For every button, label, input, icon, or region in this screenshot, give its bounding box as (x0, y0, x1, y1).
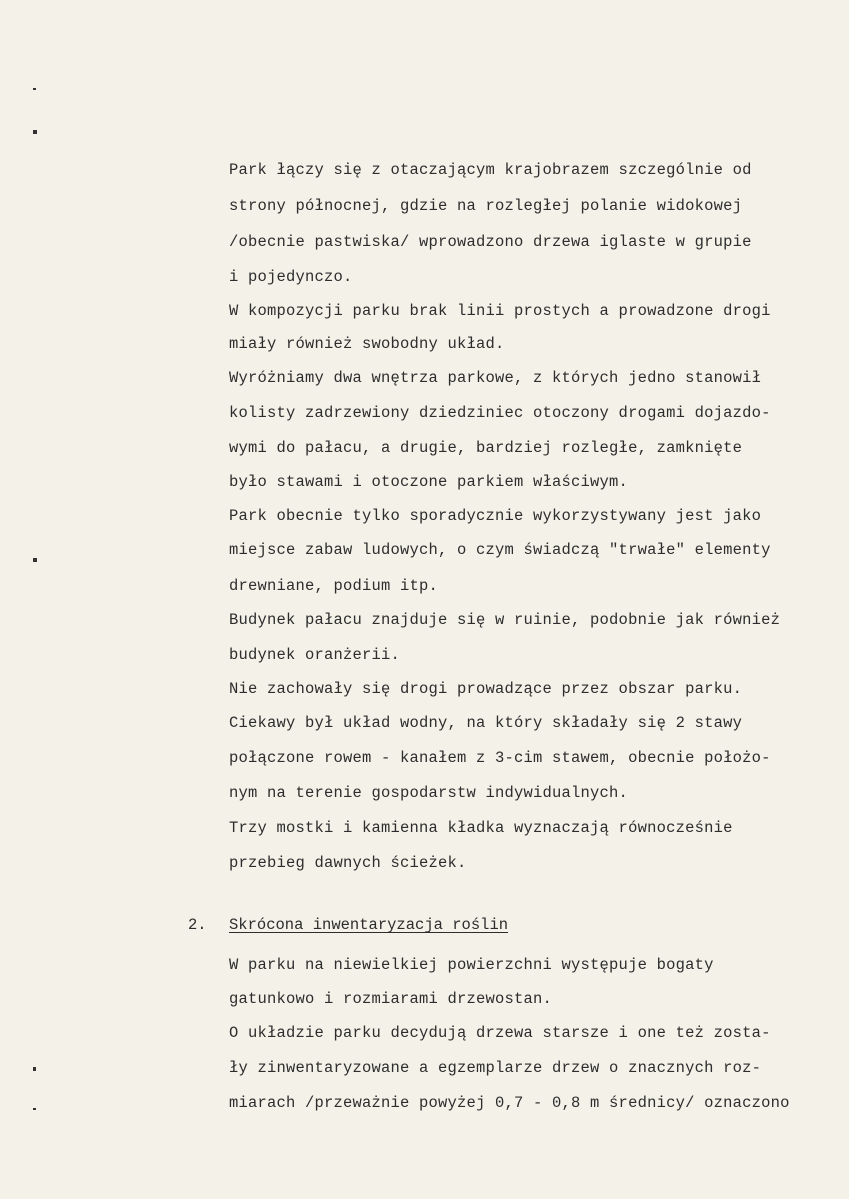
text-line: drewniane, podium itp. (229, 577, 439, 595)
text-line: nym na terenie gospodarstw indywidualnych. (229, 784, 629, 802)
margin-mark (33, 130, 37, 134)
text-line: Ciekawy był układ wodny, na który składały się 2 stawy (229, 714, 743, 732)
text-line: kolisty zadrzewiony dziedziniec otoczony drogami dojazdo- (229, 404, 771, 422)
text-line: W parku na niewielkiej powierzchni występuje bogaty (229, 956, 714, 974)
text-line: Park łączy się z otaczającym krajobrazem szczególnie od (229, 161, 752, 179)
text-line: gatunkowo i rozmiarami drzewostan. (229, 990, 553, 1008)
section-number: 2. (188, 916, 207, 934)
text-line: Trzy mostki i kamienna kładka wyznaczają równocześnie (229, 819, 733, 837)
text-line: miejsce zabaw ludowych, o czym świadczą "trwałe" elementy (229, 541, 771, 559)
text-line: wymi do pałacu, a drugie, bardziej rozległe, zamknięte (229, 439, 743, 457)
section-title: Skrócona inwentaryzacja roślin (229, 916, 509, 934)
text-line: W kompozycji parku brak linii prostych a prowadzone drogi (229, 302, 771, 320)
text-line: połączone rowem - kanałem z 3-cim stawem, obecnie położo- (229, 749, 771, 767)
text-line: Budynek pałacu znajduje się w ruinie, podobnie jak również (229, 611, 781, 629)
text-line: miarach /przeważnie powyżej 0,7 - 0,8 m średnicy/ oznaczono (229, 1094, 790, 1112)
text-line: Wyróżniamy dwa wnętrza parkowe, z których jedno stanowił (229, 369, 762, 387)
text-line: strony północnej, gdzie na rozległej polanie widokowej (229, 197, 743, 215)
text-line: Park obecnie tylko sporadycznie wykorzystywany jest jako (229, 507, 762, 525)
margin-mark (33, 1067, 36, 1071)
text-line: przebieg dawnych ścieżek. (229, 854, 467, 872)
text-line: O układzie parku decydują drzewa starsze i one też zosta- (229, 1024, 771, 1042)
text-line: budynek oranżerii. (229, 646, 401, 664)
text-line: ły zinwentaryzowane a egzemplarze drzew o znacznych roz- (229, 1059, 762, 1077)
margin-mark (33, 88, 36, 90)
text-line: miały również swobodny układ. (229, 335, 505, 353)
margin-mark (33, 558, 37, 562)
text-line: Nie zachowały się drogi prowadzące przez obszar parku. (229, 680, 743, 698)
text-line: i pojedynczo. (229, 268, 353, 286)
text-line: /obecnie pastwiska/ wprowadzono drzewa iglaste w grupie (229, 233, 752, 251)
margin-mark (33, 1108, 36, 1110)
text-line: było stawami i otoczone parkiem właściwym. (229, 473, 629, 491)
